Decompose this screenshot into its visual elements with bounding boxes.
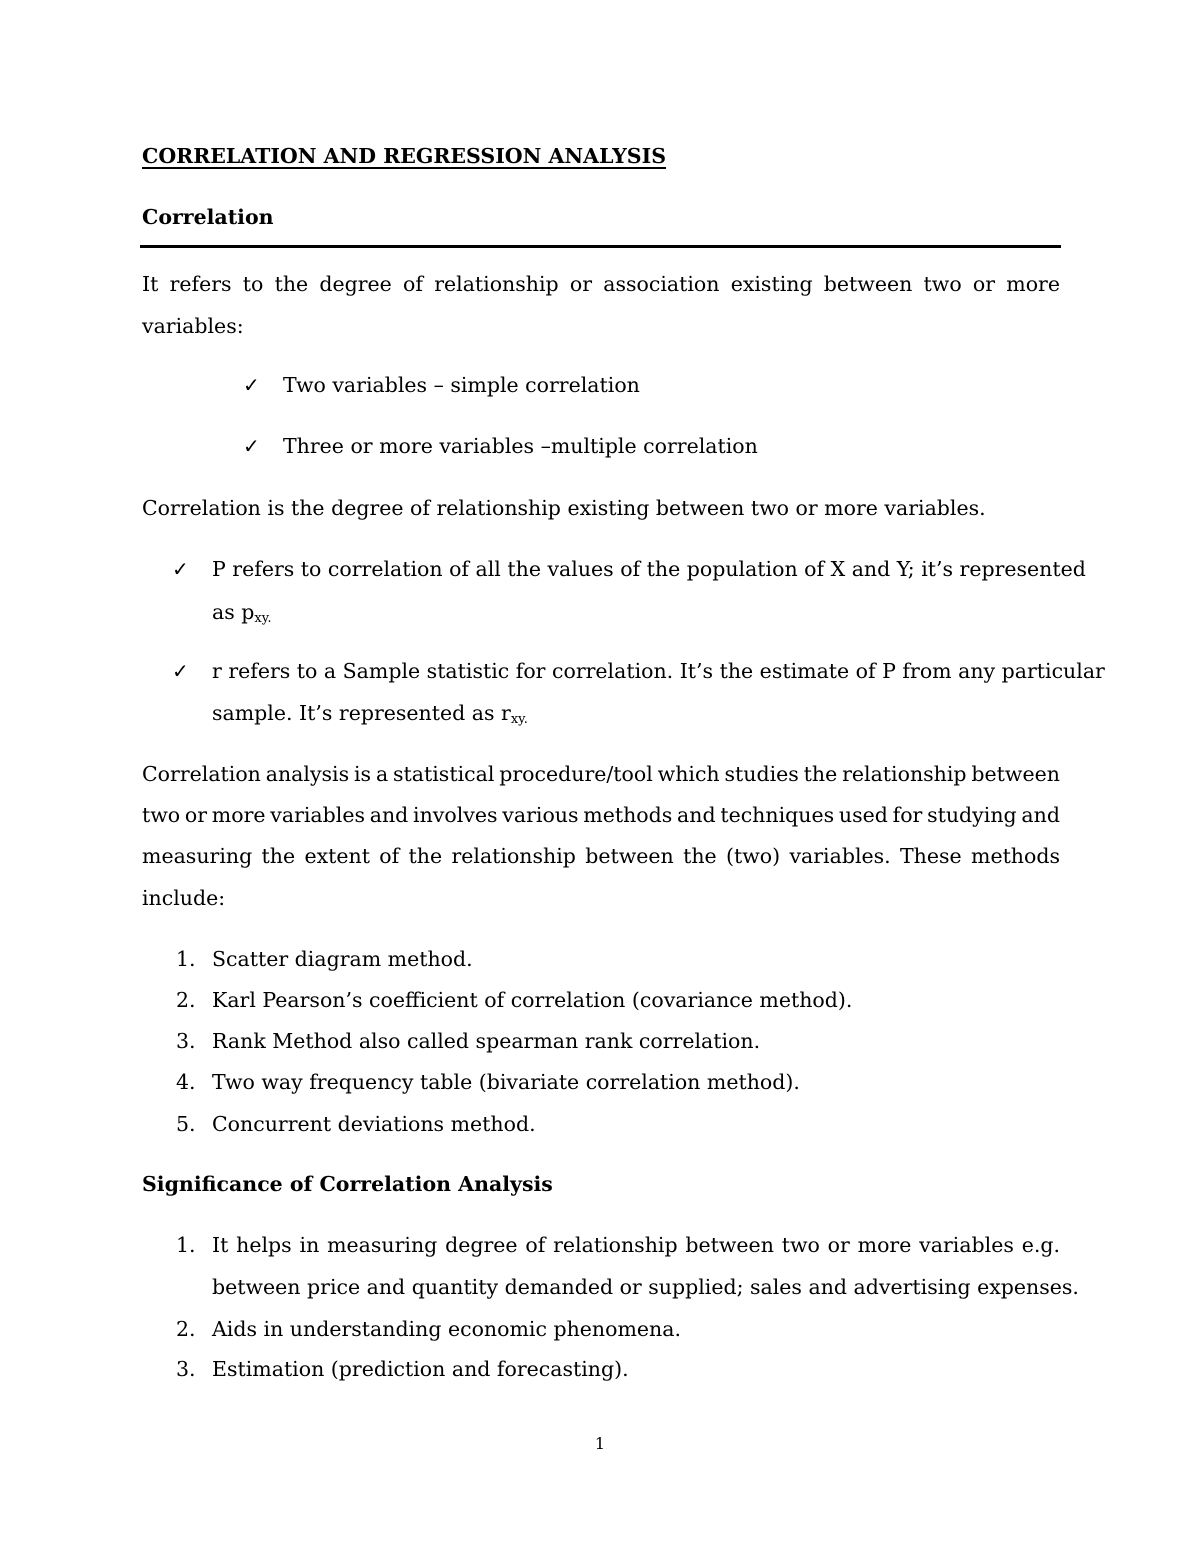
word: relationship xyxy=(451,844,576,868)
p-item-text: as p xyxy=(212,600,255,624)
list-number: 1. xyxy=(176,947,196,971)
list-item: Two way frequency table (bivariate correlation method). xyxy=(212,1070,800,1094)
word: in xyxy=(299,1233,320,1257)
word: measuring xyxy=(327,1233,438,1257)
word: analysis xyxy=(265,762,350,786)
word: the xyxy=(261,844,296,868)
para3-line2 xyxy=(142,801,1060,829)
word: between xyxy=(823,272,913,296)
word: relationship xyxy=(553,1233,678,1257)
word: two xyxy=(923,272,962,296)
checklist-item: Three or more variables –multiple correlation xyxy=(283,434,758,458)
word: methods xyxy=(971,844,1060,868)
p-item-line1: P refers to correlation of all the values of the population of X and Y; it’s represented xyxy=(212,557,1086,581)
word: helps xyxy=(236,1233,292,1257)
list-item: Rank Method also called spearman rank correlation. xyxy=(212,1029,761,1053)
word: of xyxy=(379,844,400,868)
word: variables. xyxy=(789,844,891,868)
word: extent xyxy=(304,844,370,868)
word: These xyxy=(900,844,962,868)
word: variables xyxy=(270,803,365,827)
checkmark-icon: ✓ xyxy=(172,557,189,581)
word: studies xyxy=(724,762,799,786)
list-number: 3. xyxy=(176,1357,196,1381)
list-item: Karl Pearson’s coefficient of correlation (covariance method). xyxy=(212,988,853,1012)
word: of xyxy=(403,272,423,296)
word: It xyxy=(142,272,159,296)
word: to xyxy=(242,272,264,296)
word: Correlation xyxy=(142,762,261,786)
para1-line1 xyxy=(142,270,1060,298)
para3-line4: include: xyxy=(142,886,226,910)
list-item: Estimation (prediction and forecasting). xyxy=(212,1357,629,1381)
word: the xyxy=(274,272,309,296)
word: and xyxy=(369,803,409,827)
word: more xyxy=(857,1233,912,1257)
r-item-line2 xyxy=(212,699,528,734)
word: between xyxy=(585,844,674,868)
list-number: 4. xyxy=(176,1070,196,1094)
heading-significance: Significance of Correlation Analysis xyxy=(142,1172,553,1196)
list-number: 5. xyxy=(176,1112,196,1136)
word: the xyxy=(408,844,443,868)
word: more xyxy=(211,803,266,827)
word: variables xyxy=(919,1233,1014,1257)
word: or xyxy=(569,272,593,296)
list-item: Scatter diagram method. xyxy=(212,947,473,971)
list-number: 2. xyxy=(176,1317,196,1341)
word: studying xyxy=(927,803,1017,827)
r-item-line1: r refers to a Sample statistic for correlation. It’s the estimate of P from any particular xyxy=(212,659,1105,683)
word: procedure/tool xyxy=(499,762,653,786)
word: e.g. xyxy=(1021,1233,1060,1257)
word: involves xyxy=(413,803,498,827)
word: relationship xyxy=(842,762,967,786)
list-number: 2. xyxy=(176,988,196,1012)
para3-line3 xyxy=(142,842,1060,870)
word: for xyxy=(892,803,923,827)
checkmark-icon: ✓ xyxy=(243,434,260,458)
heading-correlation: Correlation xyxy=(142,205,274,229)
para2: Correlation is the degree of relationship existing between two or more variables. xyxy=(142,496,986,520)
word: two xyxy=(142,803,181,827)
list-item: Concurrent deviations method. xyxy=(212,1112,536,1136)
word: degree xyxy=(319,272,392,296)
word: measuring xyxy=(142,844,253,868)
word: of xyxy=(525,1233,546,1257)
word: existing xyxy=(730,272,813,296)
word: or xyxy=(972,272,996,296)
p-item-line2 xyxy=(212,598,271,633)
word: the xyxy=(803,762,838,786)
word: used xyxy=(838,803,888,827)
r-item-text: sample. It’s represented as r xyxy=(212,701,511,725)
word: or xyxy=(184,803,208,827)
word: more xyxy=(1006,272,1060,296)
word: refers xyxy=(169,272,232,296)
list-item-line1 xyxy=(212,1231,1060,1259)
word: a xyxy=(375,762,389,786)
word: and xyxy=(677,803,716,827)
word: methods xyxy=(583,803,673,827)
word: or xyxy=(827,1233,850,1257)
word: statistical xyxy=(393,762,495,786)
word: relationship xyxy=(434,272,559,296)
list-number: 3. xyxy=(176,1029,196,1053)
r-item-subscript: xy. xyxy=(510,712,528,727)
word: two xyxy=(781,1233,820,1257)
document-title: CORRELATION AND REGRESSION ANALYSIS xyxy=(142,144,667,168)
word: which xyxy=(657,762,720,786)
word: the xyxy=(683,844,717,868)
word: and xyxy=(1021,803,1060,827)
word: various xyxy=(502,803,579,827)
list-item: Aids in understanding economic phenomena. xyxy=(212,1317,681,1341)
p-item-subscript: xy. xyxy=(254,611,272,626)
word: association xyxy=(603,272,720,296)
checklist-item: Two variables – simple correlation xyxy=(283,373,640,397)
list-item-line2: between price and quantity demanded or supplied; sales and advertising expenses. xyxy=(212,1275,1079,1299)
word: between xyxy=(971,762,1060,786)
page-number: 1 xyxy=(594,1434,606,1453)
para1-line2: variables: xyxy=(142,314,244,338)
word: between xyxy=(685,1233,774,1257)
checkmark-icon: ✓ xyxy=(243,373,260,397)
word: It xyxy=(212,1233,229,1257)
word: is xyxy=(354,762,372,786)
list-number: 1. xyxy=(176,1233,196,1257)
word: degree xyxy=(445,1233,518,1257)
para3-line1 xyxy=(142,760,1060,788)
word: (two) xyxy=(725,844,781,868)
checkmark-icon: ✓ xyxy=(172,659,189,683)
word: techniques xyxy=(720,803,835,827)
heading-rule xyxy=(140,245,1061,248)
